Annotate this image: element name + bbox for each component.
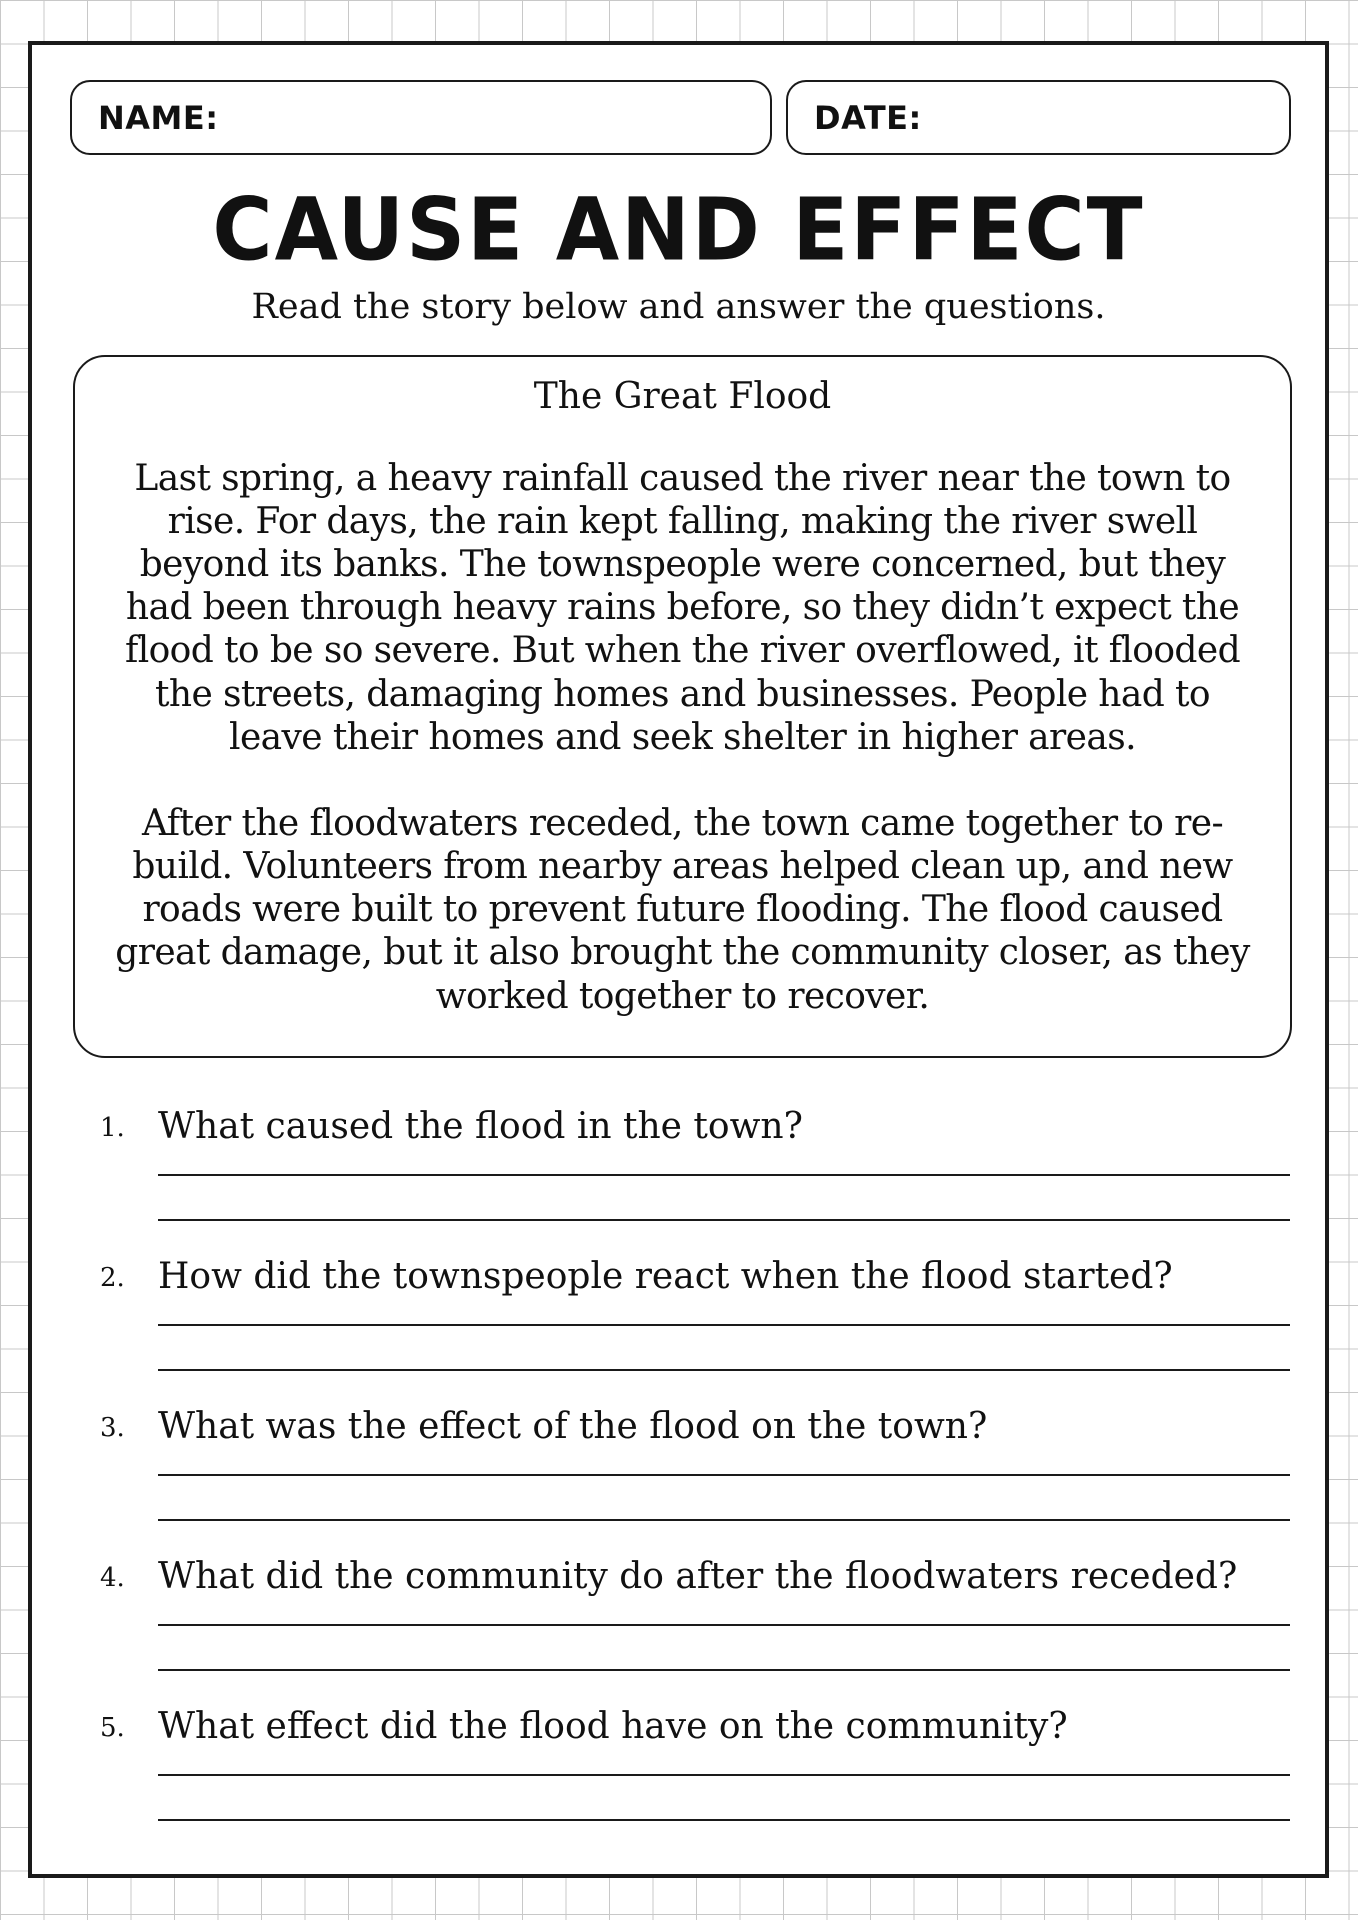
- worksheet-instructions: Read the story below and answer the questions.: [251, 287, 1106, 327]
- question-text: What was the effect of the flood on the town?: [158, 1406, 988, 1447]
- answer-line[interactable]: [158, 1174, 1290, 1176]
- answer-line[interactable]: [158, 1624, 1290, 1626]
- date-field[interactable]: [786, 80, 1291, 155]
- question-text: What caused the flood in the town?: [158, 1106, 803, 1147]
- worksheet-title: CAUSE AND EFFECT: [212, 180, 1145, 281]
- question-number: 3.: [100, 1413, 125, 1443]
- answer-line[interactable]: [158, 1819, 1290, 1821]
- story-paragraph-1: Last spring, a heavy rainfall caused the river near the town to rise. For days, the rain kept falling, making the river swell beyond its banks. The townspeople were concerned, but they had been through heavy rains before, so they didn’t expect the flood to be so severe. But when the river overflowed, it flooded the streets, damaging homes and businesses. People had to leave their homes and seek shelter in higher areas.: [124, 457, 1241, 758]
- answer-line[interactable]: [158, 1369, 1290, 1371]
- question-text: What did the community do after the floodwaters receded?: [158, 1556, 1238, 1597]
- answer-line[interactable]: [158, 1474, 1290, 1476]
- question-item: [32, 1407, 1325, 1557]
- name-field[interactable]: [70, 80, 772, 155]
- story-paragraph-2: After the floodwaters receded, the town came together to re-build. Volunteers from nearby areas helped clean up, and new roads were built to prevent future flooding. The flood caused great damage, but it also brought the community closer, as they worked together to recover.: [115, 802, 1250, 1017]
- date-label: DATE:: [814, 98, 922, 137]
- story-box: [73, 355, 1292, 1058]
- question-item: [32, 1557, 1325, 1707]
- answer-line[interactable]: [158, 1669, 1290, 1671]
- answer-line[interactable]: [158, 1219, 1290, 1221]
- worksheet-page: [28, 41, 1329, 1878]
- answer-line[interactable]: [158, 1324, 1290, 1326]
- question-item: [32, 1107, 1325, 1257]
- answer-line[interactable]: [158, 1774, 1290, 1776]
- question-item: [32, 1257, 1325, 1407]
- question-text: How did the townspeople react when the flood started?: [158, 1256, 1173, 1297]
- question-number: 5.: [100, 1713, 125, 1743]
- question-number: 2.: [100, 1263, 125, 1293]
- question-number: 1.: [100, 1113, 125, 1143]
- name-label: NAME:: [98, 98, 219, 137]
- question-list: [32, 1107, 1325, 1857]
- question-number: 4.: [100, 1563, 125, 1593]
- question-item: [32, 1707, 1325, 1857]
- story-title: The Great Flood: [533, 376, 832, 417]
- question-text: What effect did the flood have on the community?: [158, 1706, 1068, 1747]
- answer-line[interactable]: [158, 1519, 1290, 1521]
